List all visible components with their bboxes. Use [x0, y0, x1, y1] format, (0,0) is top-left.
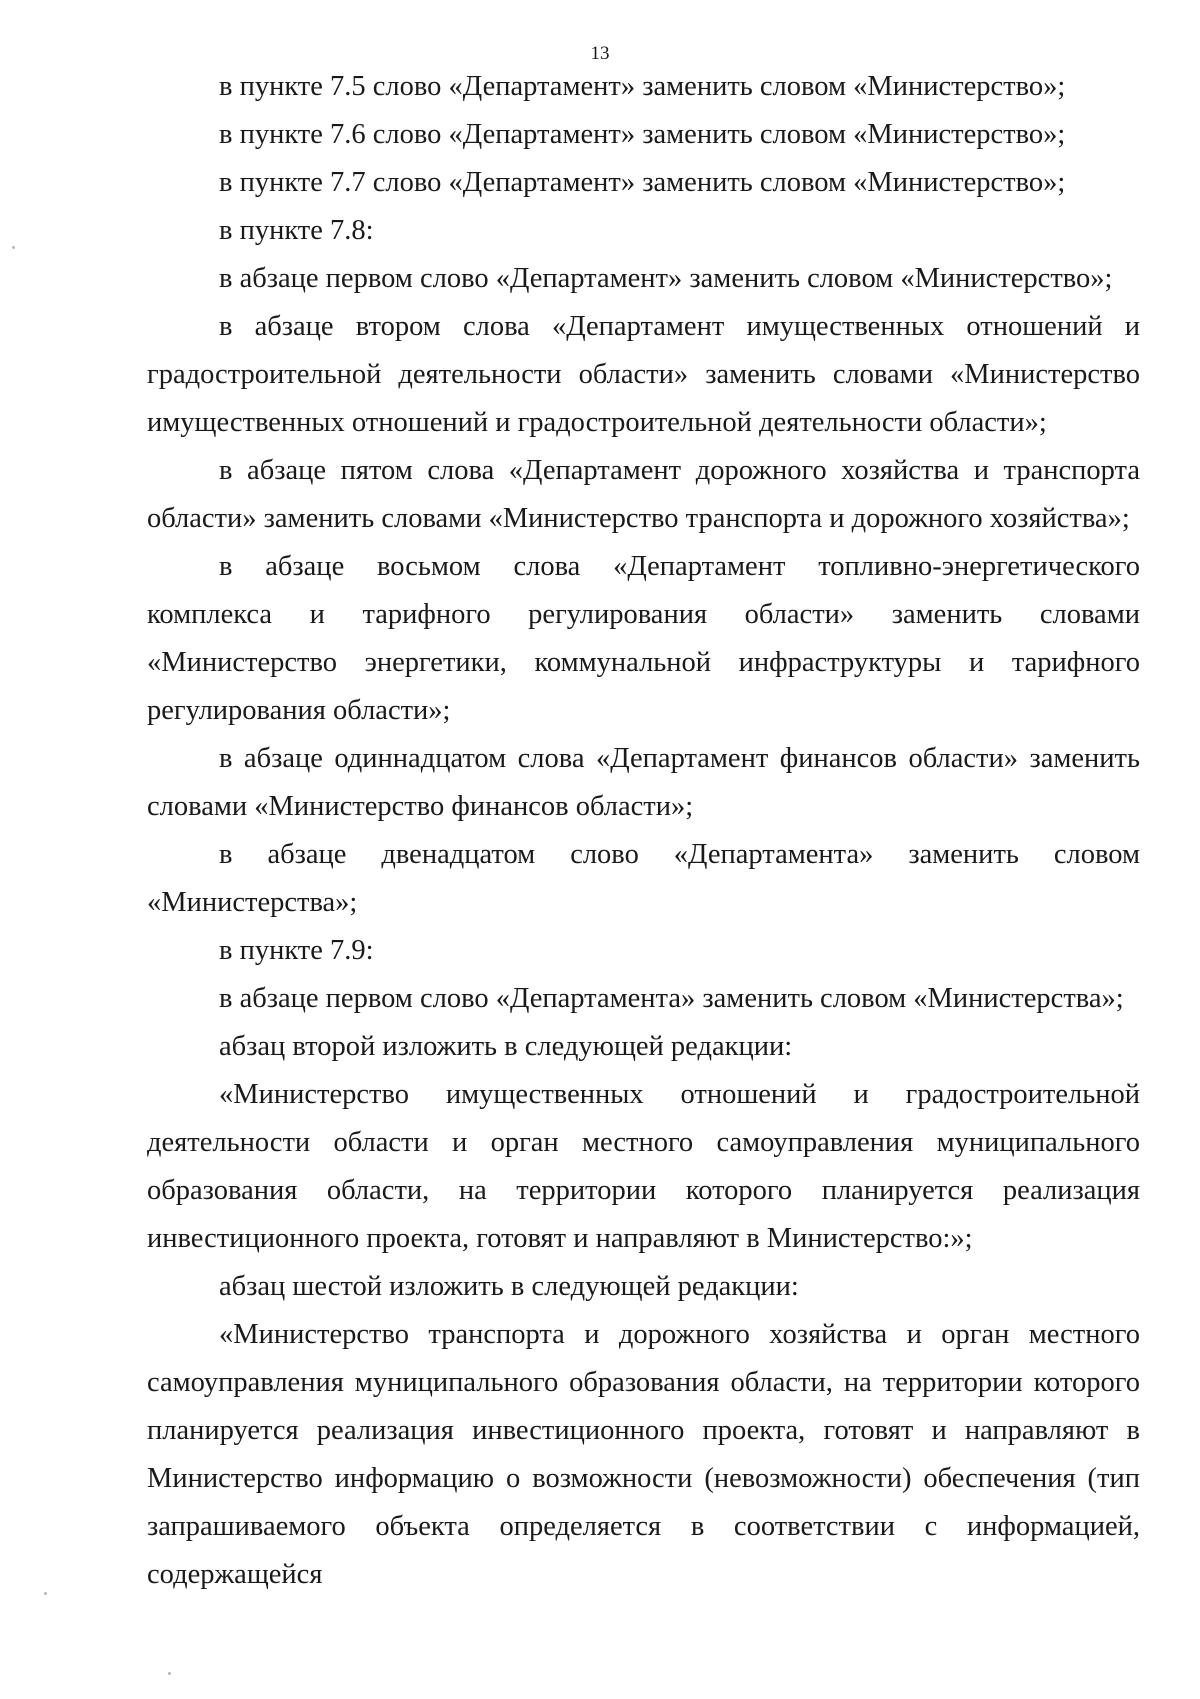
paragraph-7-8-abzac-5: в абзаце пятом слова «Департамент дорожного хозяйства и транспорта области» заменить словами «Министерство транспорта и дорожного хозяйства»;	[147, 455, 1140, 534]
page-number: 13	[590, 43, 610, 64]
scan-speck	[12, 246, 15, 249]
scan-speck	[44, 1592, 47, 1595]
paragraph-item-7-7: в пункте 7.7 слово «Департамент» заменить словом «Министерство»;	[219, 167, 1066, 198]
paragraph-7-8-abzac-11: в абзаце одиннадцатом слова «Департамент финансов области» заменить словами «Министерство финансов области»;	[147, 743, 1140, 822]
paragraph-item-7-5: в пункте 7.5 слово «Департамент» заменить словом «Министерство»;	[219, 71, 1066, 102]
paragraph-7-8-abzac-12: в абзаце двенадцатом слово «Департамента» заменить словом «Министерства»;	[147, 839, 1140, 918]
paragraph-item-7-6: в пункте 7.6 слово «Департамент» заменить словом «Министерство»;	[219, 119, 1066, 150]
paragraph-7-9-abzac-2-intro: абзац второй изложить в следующей редакции:	[219, 1031, 793, 1062]
paragraph-7-8-abzac-2: в абзаце втором слова «Департамент имущественных отношений и градостроительной деятельности области» заменить словами «Министерство имущественных отношений и градостроительной деятельности области»;	[147, 311, 1140, 438]
paragraph-item-7-8-heading: в пункте 7.8:	[219, 215, 374, 246]
paragraph-7-9-abzac-6-intro: абзац шестой изложить в следующей редакции:	[219, 1271, 799, 1302]
paragraph-7-9-abzac-2-text: «Министерство имущественных отношений и градостроительной деятельности области и орган местного самоуправления муниципального образования области, на территории которого планируется реализация инвестиционного проекта, готовят и направляют в Министерство:»;	[147, 1079, 1140, 1254]
paragraph-7-9-abzac-6-text: «Министерство транспорта и дорожного хозяйства и орган местного самоуправления муниципального образования области, на территории которого планируется реализация инвестиционного проекта, готовят и направляют в Министерство информацию о возможности (невозможности) обеспечения (тип запрашиваемого объекта определяется в соответствии с информацией, содержащейся	[147, 1319, 1140, 1590]
paragraph-item-7-9-heading: в пункте 7.9:	[219, 935, 374, 966]
paragraph-7-8-abzac-1: в абзаце первом слово «Департамент» заменить словом «Министерство»;	[219, 263, 1113, 294]
paragraph-7-8-abzac-8: в абзаце восьмом слова «Департамент топливно-энергетического комплекса и тарифного регулирования области» заменить словами «Министерство энергетики, коммунальной инфраструктуры и тарифного регулирования области»;	[147, 551, 1140, 726]
scan-speck	[168, 1672, 171, 1675]
paragraph-7-9-abzac-1: в абзаце первом слово «Департамента» заменить словом «Министерства»;	[219, 983, 1124, 1014]
document-body	[147, 63, 1140, 1599]
